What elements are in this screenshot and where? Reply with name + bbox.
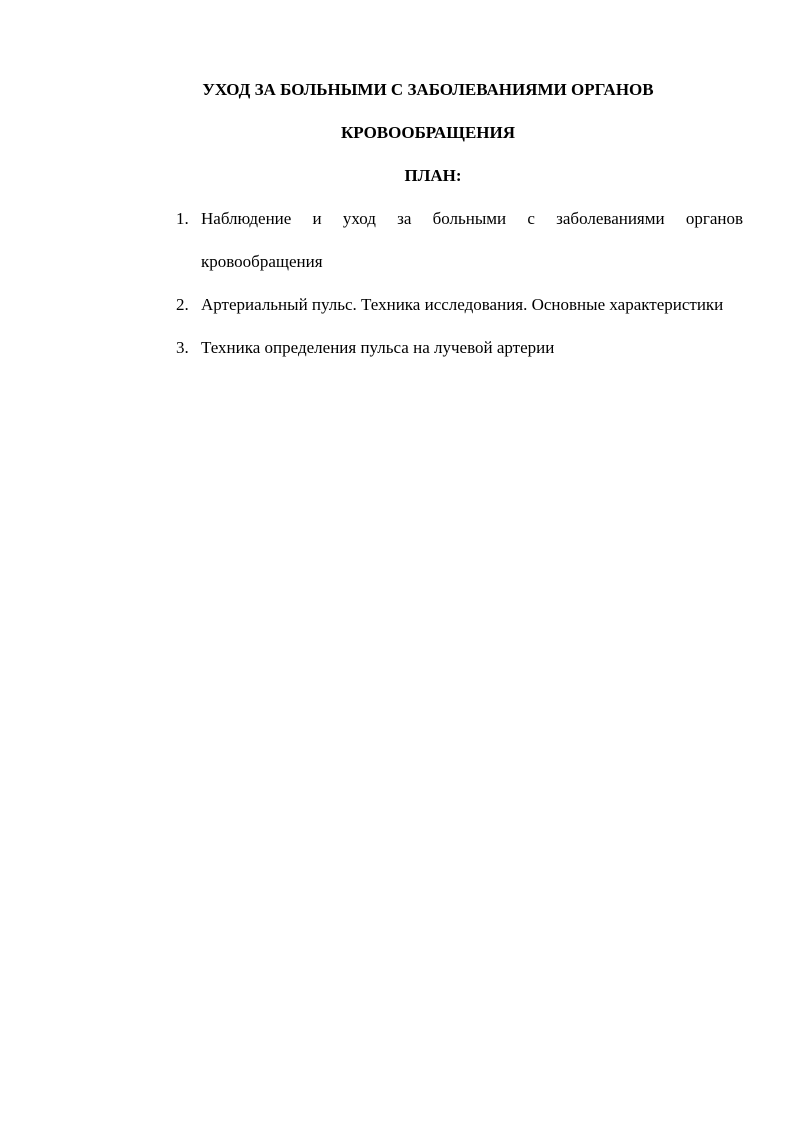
plan-item-number: 2. [176,295,189,314]
document-title-line-2: КРОВООБРАЩЕНИЯ [340,123,516,142]
document-title [113,68,743,154]
plan-heading: ПЛАН: [404,166,462,185]
plan-item-2 [113,283,743,326]
plan-item-text: Наблюдение и уход за больными с заболеваниями органов кровообращения [201,209,743,271]
plan-item-number: 3. [176,338,189,357]
plan-item-1 [113,197,743,283]
plan-item-text: Артериальный пульс. Техника исследования. Основные характеристики [201,295,724,314]
plan-item-text: Техника определения пульса на лучевой артерии [201,338,555,357]
document-title-line-1: УХОД ЗА БОЛЬНЫМИ С ЗАБОЛЕВАНИЯМИ ОРГАНОВ [202,80,654,99]
plan-list [113,197,743,369]
plan-item-3 [113,326,743,369]
plan-item-number: 1. [176,209,189,228]
document-content [113,68,743,369]
